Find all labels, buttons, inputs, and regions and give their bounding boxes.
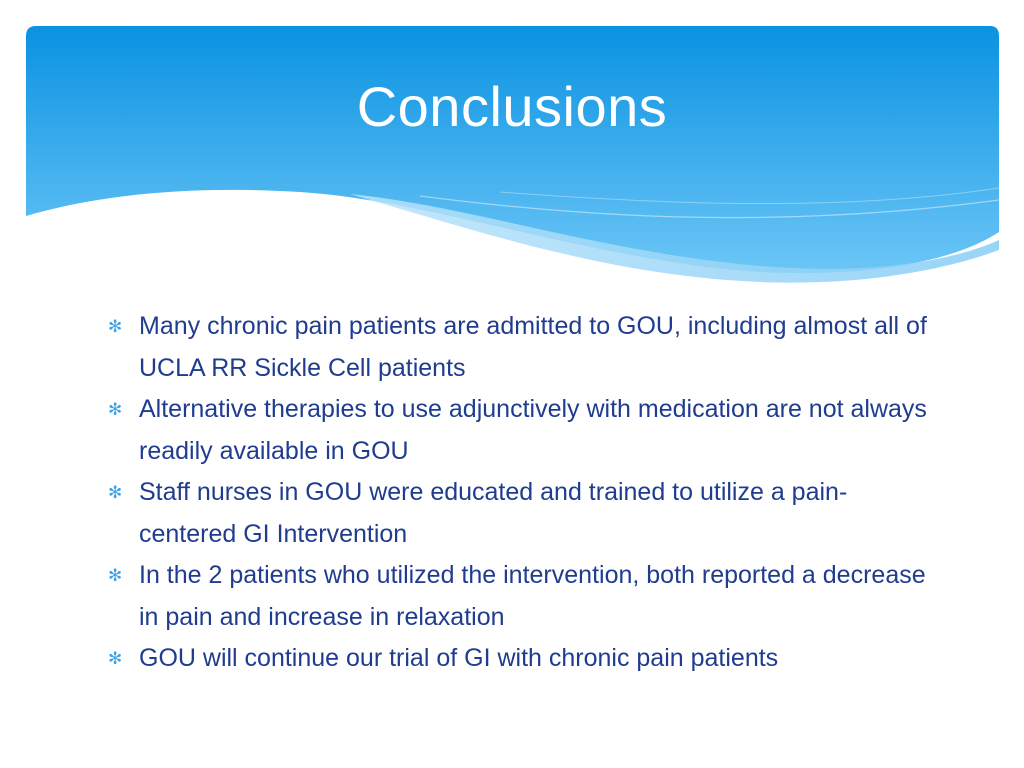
bullet-text: Alternative therapies to use adjunctively with medication are not always readily available in GOU bbox=[139, 395, 927, 465]
header-wave-band bbox=[0, 0, 1024, 300]
bullet-list bbox=[108, 306, 928, 680]
slide-title: Conclusions bbox=[356, 75, 668, 138]
bullet-text: Staff nurses in GOU were educated and trained to utilize a pain-centered GI Intervention bbox=[139, 478, 848, 548]
asterisk-bullet-icon: ✻ bbox=[108, 649, 123, 668]
bullet-text: Many chronic pain patients are admitted to GOU, including almost all of UCLA RR Sickle Cell patients bbox=[139, 312, 927, 382]
bullet-item bbox=[108, 306, 928, 389]
asterisk-bullet-icon: ✻ bbox=[108, 400, 123, 419]
asterisk-bullet-icon: ✻ bbox=[108, 566, 123, 585]
header-wave-graphic bbox=[0, 0, 1024, 300]
bullet-text: In the 2 patients who utilized the intervention, both reported a decrease in pain and increase in relaxation bbox=[139, 561, 926, 631]
bullet-item bbox=[108, 472, 928, 555]
asterisk-bullet-icon: ✻ bbox=[108, 483, 123, 502]
asterisk-bullet-icon: ✻ bbox=[108, 317, 123, 336]
bullet-item bbox=[108, 638, 928, 680]
bullet-item bbox=[108, 389, 928, 472]
bullet-item bbox=[108, 555, 928, 638]
bullet-text: GOU will continue our trial of GI with chronic pain patients bbox=[139, 644, 779, 672]
